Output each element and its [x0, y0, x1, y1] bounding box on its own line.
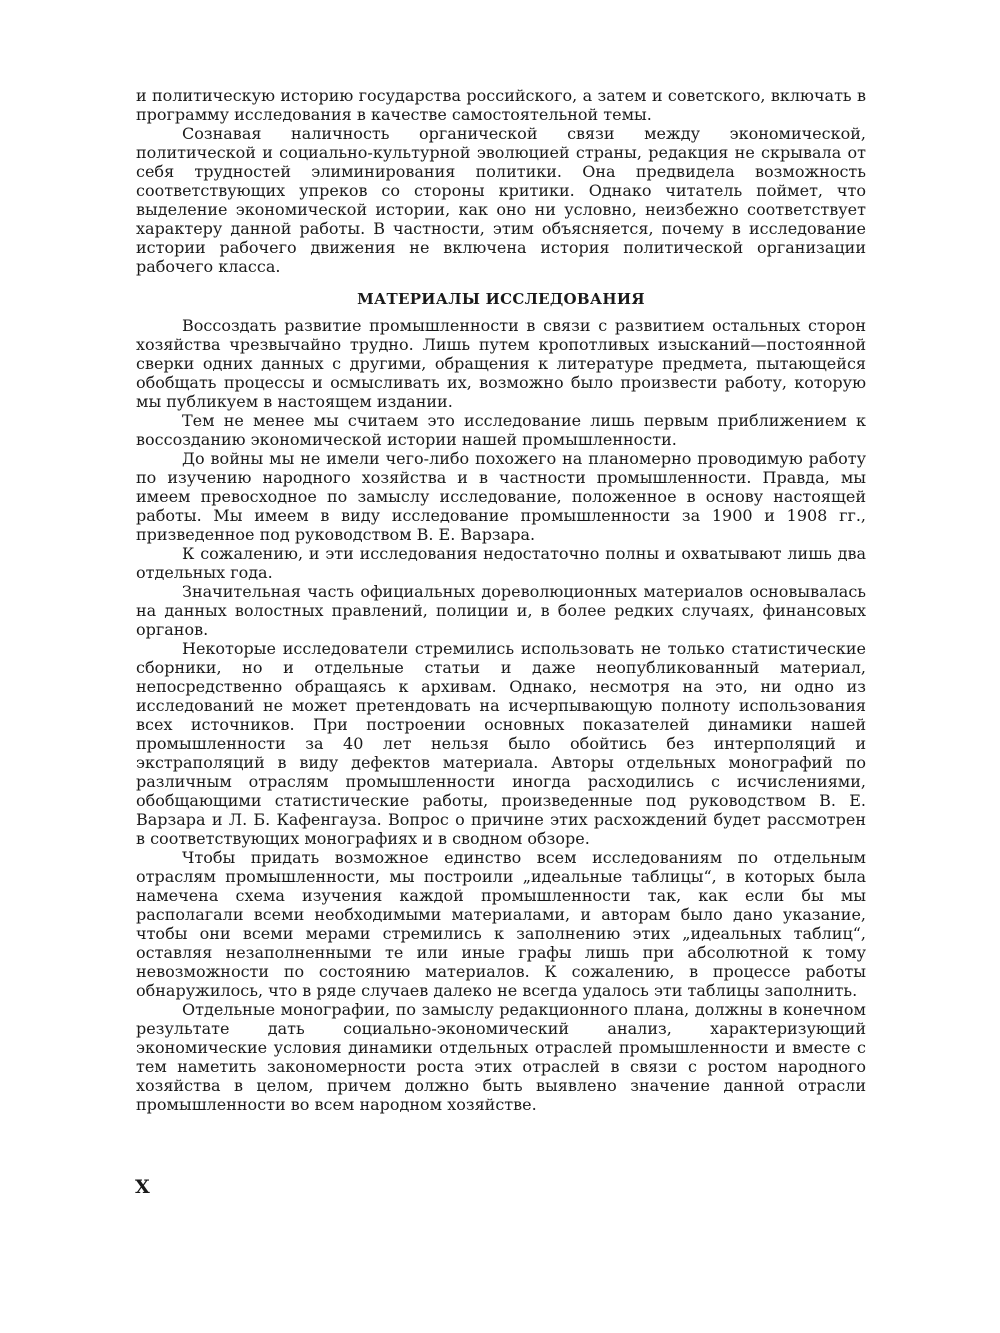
section-heading: МАТЕРИАЛЫ ИССЛЕДОВАНИЯ: [357, 290, 645, 308]
body-text: [136, 86, 866, 1114]
paragraph-6: Некоторые исследователи стремились использовать не только статистические сборники, но и отдельные статьи и даже неопубликованный материал, непосредственно обращаясь к архивам. Однако, несмотря на это, ни одно из исследований не может претендовать на исчерпывающую полноту использования всех источников. При построении основных показателей динамики нашей промышленности за 40 лет нельзя было обойтись без интерполяций и экстраполяций в виду дефектов материала. Авторы отдельных монографий по различным отраслям промышленности иногда расходились с исчислениями, обобщающими статистические работы, произведенные под руководством В. Е. Варзара и Л. Б. Кафенгауза. Вопрос о причине этих расхождений будет рассмотрен в соответствующих монографиях и в сводном обзоре.: [136, 639, 866, 848]
paragraph-1: Воссоздать развитие промышленности в связи с развитием остальных сторон хозяйства чрезвычайно трудно. Лишь путем кропотливых изысканий—постоянной сверки одних данных с другими, обращения к литературе предмета, пытающейся обобщать процессы и осмысливать их, возможно было произвести работу, которую мы публикуем в настоящем издании.: [136, 316, 866, 411]
paragraph-4: К сожалению, и эти исследования недостаточно полны и охватывают лишь два отдельных года.: [136, 544, 866, 582]
page-number: X: [135, 1176, 150, 1198]
paragraph-3: До войны мы не имели чего-либо похожего на планомерно проводимую работу по изучению народного хозяйства и в частности промышленности. Правда, мы имеем превосходное по замыслу исследование, положенное в основу настоящей работы. Мы имеем в виду исследование промышленности за 1900 и 1908 гг., призведенное под руководством В. Е. Варзара.: [136, 449, 866, 544]
paragraph-politics: Сознавая наличность органической связи между экономической, политической и социально-культурной эволюцией страны, редакция не скрывала от себя трудностей элиминирования политики. Она предвидела возможность соответствующих упреков со стороны критики. Однако читатель поймет, что выделение экономической истории, как оно ни условно, неизбежно соответствует характеру данной работы. В частности, этим объясняется, почему в исследование истории рабочего движения не включена история политической организации рабочего класса.: [136, 124, 866, 276]
paragraph-continued: и политическую историю государства российского, а затем и советского, включать в программу исследования в качестве самостоятельной темы.: [136, 86, 866, 124]
paragraph-2: Тем не менее мы считаем это исследование лишь первым приближением к воссозданию экономической истории нашей промышленности.: [136, 411, 866, 449]
paragraph-5: Значительная часть официальных дореволюционных материалов основывалась на данных волостных правлений, полиции и, в более редких случаях, финансовых органов.: [136, 582, 866, 639]
paragraph-7: Чтобы придать возможное единство всем исследованиям по отдельным отраслям промышленности, мы построили „идеальные таблицы“, в которых была намечена схема изучения каждой промышленности так, как если бы мы располагали всеми необходимыми материалами, и авторам было дано указание, чтобы они всеми мерами стремились к заполнению этих „идеальных таблиц“, оставляя незаполненными те или иные графы лишь при абсолютной к тому невозможности по состоянию материалов. К сожалению, в процессе работы обнаружилось, что в ряде случаев далеко не всегда удалось эти таблицы заполнить.: [136, 848, 866, 1000]
paragraph-8: Отдельные монографии, по замыслу редакционного плана, должны в конечном результате дать социально-экономический анализ, характеризующий экономические условия динамики отдельных отраслей промышленности и вместе с тем наметить закономерности роста этих отраслей в связи с ростом народного хозяйства в целом, причем должно быть выявлено значение данной отрасли промышленности во всем народном хозяйстве.: [136, 1000, 866, 1114]
